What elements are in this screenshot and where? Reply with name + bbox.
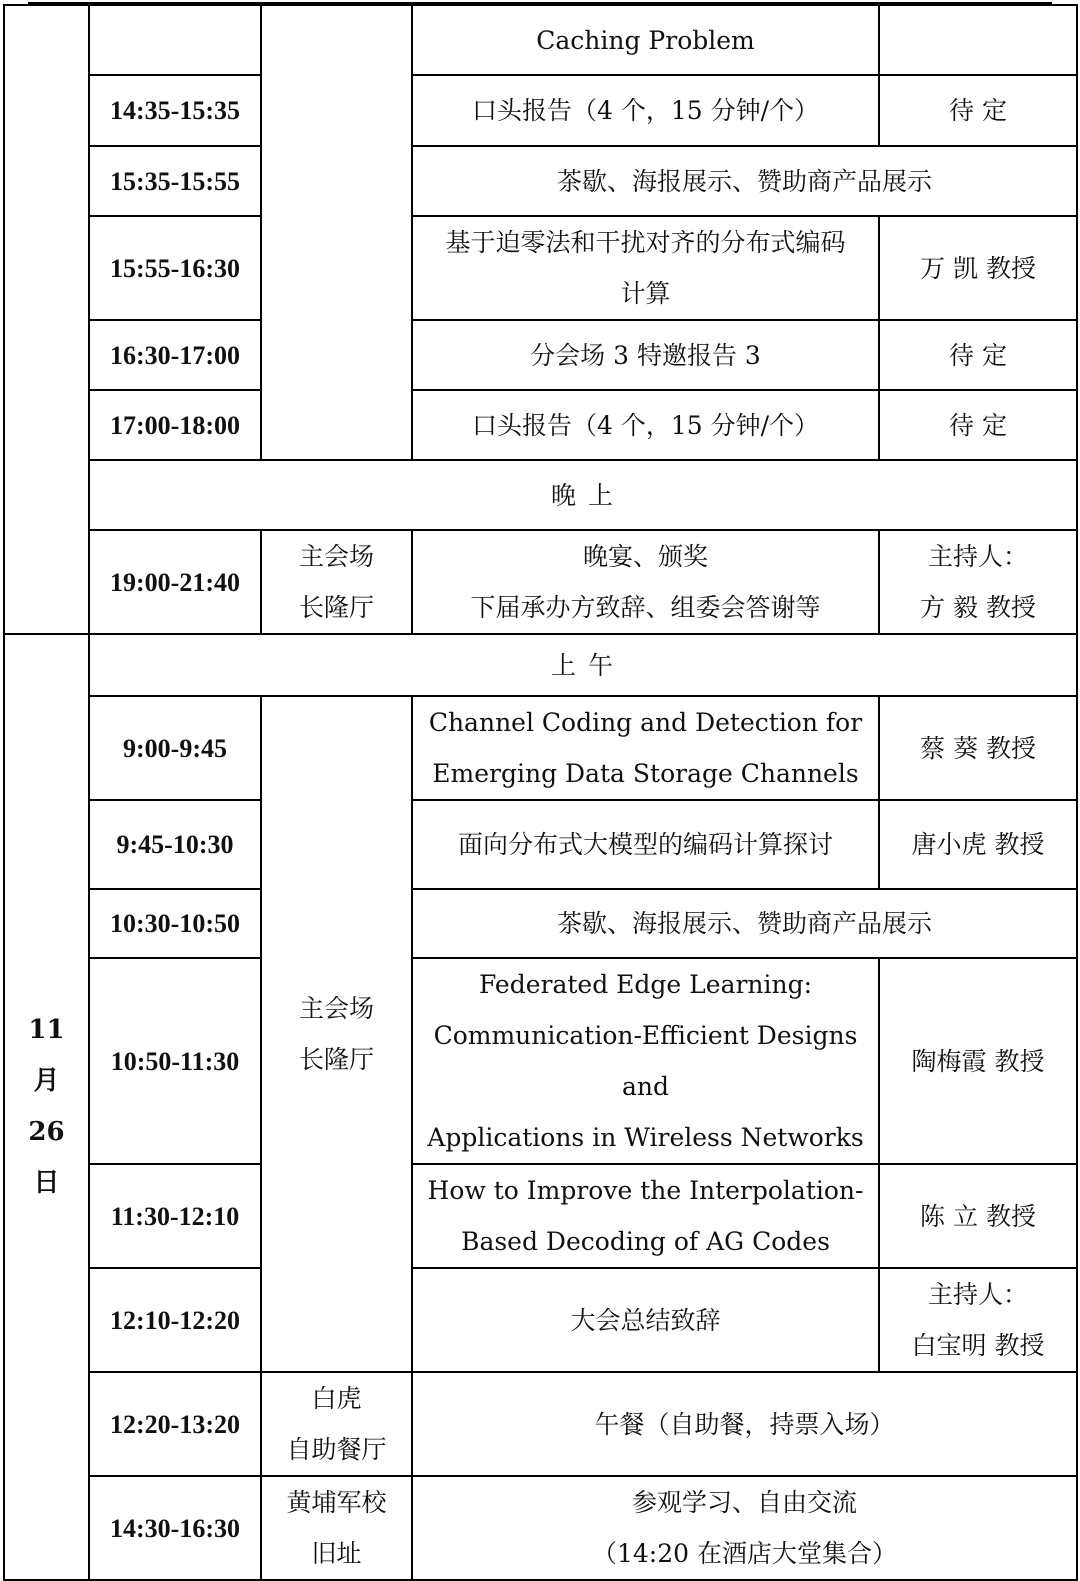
table-row bbox=[4, 634, 1077, 696]
table-row bbox=[4, 530, 1077, 634]
speaker-cell: 陶梅霞 教授 bbox=[879, 958, 1077, 1164]
talk-title: 大会总结致辞 bbox=[412, 1268, 879, 1372]
talk-title: Channel Coding and Detection for Emerging Data Storage Channels bbox=[412, 696, 879, 800]
table-row bbox=[4, 216, 1077, 320]
table-row bbox=[4, 958, 1077, 1164]
time-cell: 15:35-15:55 bbox=[89, 146, 261, 216]
table-row bbox=[4, 460, 1077, 530]
time-cell: 14:30-16:30 bbox=[89, 1476, 261, 1580]
table-row bbox=[4, 5, 1077, 75]
venue-cell: 黄埔军校 旧址 bbox=[261, 1476, 412, 1580]
venue-cell-blank bbox=[261, 5, 412, 460]
table-row bbox=[4, 889, 1077, 958]
time-cell bbox=[89, 5, 261, 75]
speaker-cell: 待 定 bbox=[879, 390, 1077, 460]
time-cell: 9:00-9:45 bbox=[89, 696, 261, 800]
talk-title: 基于迫零法和干扰对齐的分布式编码 计算 bbox=[412, 216, 879, 320]
table-row bbox=[4, 1268, 1077, 1372]
date-cell-blank bbox=[4, 5, 89, 634]
time-cell: 19:00-21:40 bbox=[89, 530, 261, 634]
table-row bbox=[4, 1372, 1077, 1476]
talk-title: Caching Problem bbox=[412, 5, 879, 75]
table-row bbox=[4, 146, 1077, 216]
time-cell: 9:45-10:30 bbox=[89, 800, 261, 889]
table-row bbox=[4, 1164, 1077, 1268]
table-row bbox=[4, 75, 1077, 146]
talk-title: 分会场 3 特邀报告 3 bbox=[412, 320, 879, 390]
section-header-evening: 晚 上 bbox=[89, 460, 1077, 530]
speaker-cell: 待 定 bbox=[879, 75, 1077, 146]
talk-title: 面向分布式大模型的编码计算探讨 bbox=[412, 800, 879, 889]
lunch-cell: 午餐（自助餐，持票入场） bbox=[412, 1372, 1077, 1476]
break-cell: 茶歇、海报展示、赞助商产品展示 bbox=[412, 146, 1077, 216]
table-row bbox=[4, 1476, 1077, 1580]
time-cell: 14:35-15:35 bbox=[89, 75, 261, 146]
table-row bbox=[4, 320, 1077, 390]
time-cell: 17:00-18:00 bbox=[89, 390, 261, 460]
visit-cell: 参观学习、自由交流 （14:20 在酒店大堂集合） bbox=[412, 1476, 1077, 1580]
table-row bbox=[4, 696, 1077, 800]
time-cell: 10:50-11:30 bbox=[89, 958, 261, 1164]
time-cell: 15:55-16:30 bbox=[89, 216, 261, 320]
talk-title: How to Improve the Interpolation- Based Decoding of AG Codes bbox=[412, 1164, 879, 1268]
speaker-cell: 主持人： 方 毅 教授 bbox=[879, 530, 1077, 634]
venue-cell: 主会场 长隆厅 bbox=[261, 696, 412, 1372]
time-cell: 12:10-12:20 bbox=[89, 1268, 261, 1372]
time-cell: 16:30-17:00 bbox=[89, 320, 261, 390]
speaker-cell: 唐小虎 教授 bbox=[879, 800, 1077, 889]
speaker-cell bbox=[879, 5, 1077, 75]
venue-cell: 白虎 自助餐厅 bbox=[261, 1372, 412, 1476]
date-cell: 11 月 26 日 bbox=[4, 634, 89, 1580]
venue-cell: 主会场 长隆厅 bbox=[261, 530, 412, 634]
time-cell: 10:30-10:50 bbox=[89, 889, 261, 958]
speaker-cell: 主持人： 白宝明 教授 bbox=[879, 1268, 1077, 1372]
speaker-cell: 蔡 葵 教授 bbox=[879, 696, 1077, 800]
speaker-cell: 陈 立 教授 bbox=[879, 1164, 1077, 1268]
table-row bbox=[4, 390, 1077, 460]
time-cell: 12:20-13:20 bbox=[89, 1372, 261, 1476]
break-cell: 茶歇、海报展示、赞助商产品展示 bbox=[412, 889, 1077, 958]
table-row bbox=[4, 800, 1077, 889]
schedule-table bbox=[3, 4, 1078, 1581]
speaker-cell: 万 凯 教授 bbox=[879, 216, 1077, 320]
talk-title: Federated Edge Learning: Communication-Efficient Designs and Applications in Wireless Networks bbox=[412, 958, 879, 1164]
section-header-morning: 上 午 bbox=[89, 634, 1077, 696]
time-cell: 11:30-12:10 bbox=[89, 1164, 261, 1268]
talk-title: 口头报告（4 个，15 分钟/个） bbox=[412, 390, 879, 460]
speaker-cell: 待 定 bbox=[879, 320, 1077, 390]
talk-title: 晚宴、颁奖 下届承办方致辞、组委会答谢等 bbox=[412, 530, 879, 634]
talk-title: 口头报告（4 个，15 分钟/个） bbox=[412, 75, 879, 146]
